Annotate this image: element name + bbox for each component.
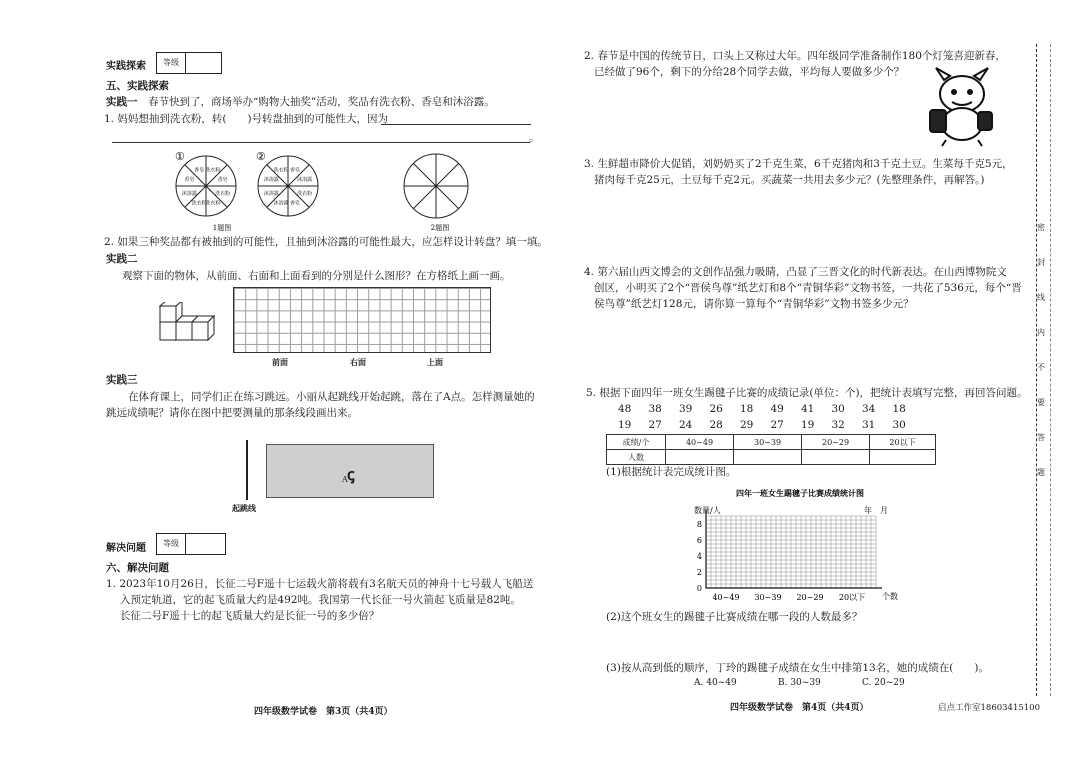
wheel-segment-label: 沐浴露 [263,190,279,197]
option-b[interactable]: B. 30~39 [778,678,821,688]
seal-char: 封 [1037,258,1045,267]
score-value: 38 [648,403,662,415]
wheel-segment-label: 洗衣粉 [297,190,313,197]
spinner-wheels [170,146,500,236]
wheel-segment-label: 香皂 [289,200,300,207]
table-cell[interactable] [870,450,936,465]
cube-object [156,302,222,344]
q3-line1: 3. 生鲜超市降价大促销，刘奶奶买了2千克生菜，6千克猪肉和3千克土豆。生菜每千克5元， [584,158,1013,170]
chart-grid [706,516,876,588]
score-value: 28 [709,419,723,431]
practice-label: 实践探索 [106,61,146,72]
seal-char: 题 [1037,468,1045,477]
option-c[interactable]: C. 20~29 [862,678,905,688]
wheel-segment-label: 洗衣粉 [191,200,207,207]
table-cell[interactable] [802,450,870,465]
chart-ylabel: 数量/人 [694,506,721,515]
wheel-segment-label: 沐浴露 [181,190,197,197]
score-value: 18 [740,403,754,415]
solve-label: 解决问题 [106,543,146,554]
score-value: 34 [862,403,876,415]
grade-label: 等级 [156,52,186,74]
left-footer: 四年级数学试卷 第3页（共4页） [254,707,393,717]
p3-head: 实践三 [106,374,138,386]
score-value: 29 [740,419,754,431]
p1-q2: 2. 如果三种奖品都有被抽到的可能性，且抽到沐浴露的可能性最大，应怎样设计转盘？填一填。 [104,236,548,248]
seal-char: 线 [1037,293,1045,302]
wheel-segment-label: 洗衣粉 [205,167,221,174]
dragon-mascot-icon [922,66,1000,148]
p2-head: 实践二 [106,253,138,265]
q5-text: 5. 根据下面四年一班女生踢毽子比赛的成绩记录(单位：个)，把统计表填写完整，再回答问题。 [586,387,1028,399]
table-header: 20以下 [870,435,936,450]
seal-char: 内 [1037,328,1045,337]
sand-pit[interactable] [266,444,434,498]
p3-line2: 跳远成绩呢？请你在图中把要测量的那条线段画出来。 [106,407,358,419]
x-tick-label: 40~49 [712,593,740,602]
p3-line1: 在体育课上，同学们正在练习跳远。小丽从起跳线开始起跳，落在了A点。怎样测量她的 [128,391,535,403]
q5-sub3: (3)按从高到低的顺序，丁玲的踢毽子成绩在女生中排第13名，她的成绩在( )。 [606,662,989,674]
answer-line[interactable] [381,124,531,125]
wheel2-number: ② [256,150,266,163]
practice-grade-box[interactable] [156,52,222,74]
table-row-label: 人数 [607,450,666,465]
period: 。 [529,132,540,144]
q6-1-line1: 1. 2023年10月26日，长征二号F遥十七运载火箭将载有3名航天员的神舟十七号载人飞船送 [106,578,534,590]
y-tick-label: 6 [696,536,702,545]
score-value: 30 [831,403,845,415]
wheel-segment-label: 沐浴露 [297,177,313,184]
bar-chart[interactable] [680,484,920,604]
chart-xlabel: 个数 [882,592,898,601]
seal-char: 不 [1037,363,1045,372]
score-value: 39 [679,403,693,415]
view-front: 前面 [272,357,288,367]
score-value: 30 [892,419,906,431]
chart-axes [706,510,882,588]
wheel1-number: ① [175,150,185,163]
view-right: 右面 [350,357,366,367]
score-value: 24 [679,419,693,431]
y-tick-label: 2 [696,568,702,577]
wheel-segment-label: 香皂 [184,177,195,184]
p1-line [106,96,495,110]
q4-line3: 侯鸟尊”纸艺灯128元，请你算一算每个“青铜华彩”文物书签多少元？ [594,298,914,310]
q3-line2: 猪肉每千克25元，土豆每千克2元。买蔬菜一共用去多少元？(先整理条件，再解答。) [594,174,985,186]
score-value: 49 [770,403,784,415]
point-a: A [342,475,348,484]
takeoff-line [246,440,248,500]
q2-line1: 2. 春节是中国的传统节日，口头上又称过大年。四年级同学准备制作180个灯笼喜迎新春， [584,50,1006,62]
studio-credit: 启点工作室18603415100 [938,703,1040,713]
table-row [607,450,936,465]
wheel-1 [176,156,236,216]
section5-title: 五、实践探索 [106,80,169,92]
x-tick-label: 20以下 [838,593,866,602]
chart-title: 四年一班女生踢毽子比赛成绩统计图 [736,488,864,498]
p2-text: 观察下面的物体，从前面、右面和上面看到的分别是什么图形？在方格纸上画一画。 [122,270,511,282]
grade-label: 等级 [156,533,186,555]
wheel-segment-label: 香皂 [289,167,300,174]
seal-char: 要 [1037,398,1045,407]
score-value: 18 [892,403,906,415]
table-header: 20~29 [802,435,870,450]
score-value: 26 [709,403,723,415]
q6-1-line3: 长征二号F遥十七的起飞质量大约是长征一号的多少倍？ [120,610,380,622]
q4-line2: 创区，小明买了2个“晋侯鸟尊”纸艺灯和8个“青铜华彩”文物书签，一共花了536元，每个“晋 [594,282,1022,294]
seal-char: 答 [1037,433,1045,442]
drawing-grid[interactable] [233,287,491,353]
option-a[interactable]: A. 40~49 [694,678,737,688]
score-value: 27 [770,419,784,431]
wheel1-caption: 1题图 [212,224,232,232]
right-footer: 四年级数学试卷 第4页（共4页） [730,703,869,713]
wheel-segment-label: 洗衣粉 [215,190,231,197]
table-header-row [607,435,936,450]
q5-sub1: (1)根据统计表完成统计图。 [606,466,737,478]
table-header: 30~39 [734,435,802,450]
view-top: 上面 [427,357,443,367]
y-tick-label: 8 [696,520,702,529]
score-value: 27 [648,419,662,431]
table-header: 成绩/个 [607,435,666,450]
score-value: 32 [831,419,845,431]
q5-sub2: (2)这个班女生的踢毽子比赛成绩在哪一段的人数最多？ [606,611,863,623]
score-value: 31 [862,419,876,431]
wheel-segment-label: 洗衣粉 [205,200,221,207]
table-cell[interactable] [734,450,802,465]
wheel-segment-label: 洗衣粉 [273,167,289,174]
wheel-2 [258,156,318,216]
table-header: 40~49 [666,435,734,450]
score-value: 19 [618,419,632,431]
footprint-icon: ꞔ [347,465,355,484]
score-value: 41 [801,403,815,415]
wheel-blank [404,154,468,218]
x-tick-label: 20~29 [796,593,824,602]
wheel2-caption: 2题图 [430,224,450,232]
wheel-segment-label: 沐浴露 [273,200,289,207]
seal-char: 密 [1037,223,1045,232]
y-tick-label: 0 [696,584,702,593]
section6-title: 六、解决问题 [106,562,169,574]
q4-line1: 4. 第六届山西文博会的文创作品强力吸睛，凸显了三晋文化的时代新表达。在山西博物院文 [584,266,1007,278]
jump-line-label: 起跳线 [232,503,256,513]
score-value: 48 [618,403,632,415]
p1-q1: 1. 妈妈想抽到洗衣粉，转( )号转盘抽到的可能性大，因为 [104,113,389,125]
p1-head: 实践一 [106,96,138,108]
x-tick-label: 30~39 [754,593,782,602]
solve-grade-box[interactable] [156,533,226,555]
wheel-segment-label: 香皂 [217,177,228,184]
seal-line-outer [1050,44,1051,696]
wheel-segment-label: 香皂 [194,167,205,174]
wheel-segment-label: 沐浴露 [263,177,279,184]
score-value: 19 [801,419,815,431]
answer-line[interactable] [112,142,530,143]
q6-1-line2: 入预定轨道，它的起飞质量大约是492吨。我国第一代长征一号火箭起飞质量是82吨。 [120,594,521,606]
q2-line2: 已经做了96个，剩下的分给28个同学去做，平均每人要做多少个？ [594,66,905,78]
stat-table[interactable] [606,434,936,465]
p1-intro: 春节快到了，商场举办“购物大抽奖”活动，奖品有洗衣粉、香皂和沐浴露。 [148,96,495,108]
table-cell[interactable] [666,450,734,465]
y-tick-label: 4 [696,552,702,561]
chart-date: 年 月 [864,506,888,515]
